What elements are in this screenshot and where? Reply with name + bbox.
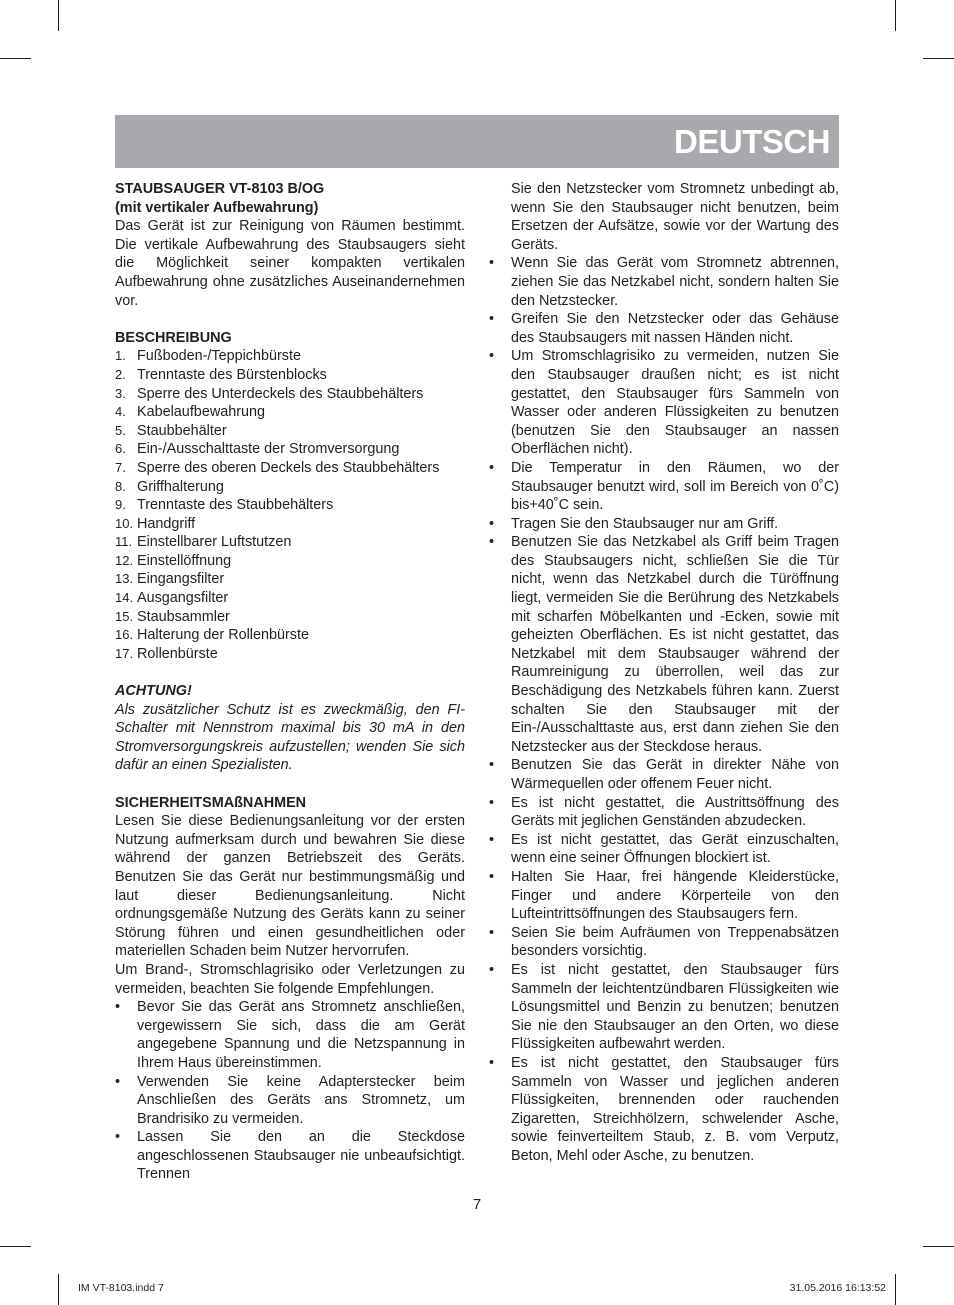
safety-item-text: Es ist nicht gestattet, die Austrittsöffnung des Geräts mit jeglichen Genständen abzudecken. (511, 794, 839, 830)
description-item (115, 478, 465, 497)
safety-paragraph-2: Um Brand-, Stromschlagrisiko oder Verletzungen zu vermeiden, beachten Sie folgende Empfehlungen. (115, 961, 465, 997)
bullet-mark: • (489, 1054, 495, 1071)
bullet-mark: • (489, 961, 495, 978)
bullet-mark: • (489, 868, 495, 885)
safety-item-text: Benutzen Sie das Gerät in direkter Nähe von Wärmequellen oder offenem Feuer nicht. (511, 757, 839, 792)
description-item-label: Ein-/Ausschalttaste der Stromversorgung (137, 441, 400, 458)
safety-item (115, 1128, 465, 1184)
description-item-number: 1. (115, 348, 126, 364)
description-item (115, 626, 465, 645)
warning-text: Als zusätzlicher Schutz ist es zweckmäßig, den FI-Schalter mit Nennstrom maximal bis 30 mA in den Stromversorgungskreis aufzustellen; wenden Sie sich dafür an einen Spezialisten. (115, 701, 465, 774)
description-item-label: Fußboden-/Teppichbürste (137, 348, 301, 365)
description-item-number: 7. (115, 459, 126, 475)
description-item-label: Trenntaste des Staubbehälters (137, 497, 334, 514)
safety-item-text: Es ist nicht gestattet, den Staubsauger fürs Sammeln von Wasser und jeglichen anderen Flüssigkeiten, brennenden oder rauchenden Zigaretten, Streichhölzern, schwelender Asche, sowie feinverteiltem Staub, z. B. vom Verputz, Beton, Mehl oder Asche, zu benutzen. (511, 1054, 839, 1164)
safety-item (115, 1073, 465, 1129)
safety-list-left (115, 998, 465, 1184)
description-item-label: Staubsammler (137, 608, 230, 625)
description-item-number: 12. (115, 552, 134, 568)
description-item (115, 515, 465, 534)
description-item-number: 5. (115, 422, 126, 438)
bullet-mark: • (489, 794, 495, 811)
page-number: 7 (472, 1196, 482, 1213)
safety-item (489, 1054, 839, 1166)
safety-item (489, 347, 839, 459)
safety-item (489, 794, 839, 831)
safety-item (115, 998, 465, 1072)
description-item (115, 533, 465, 552)
description-item-number: 11. (115, 534, 133, 550)
description-item (115, 645, 465, 664)
description-item (115, 347, 465, 366)
description-item-number: 4. (115, 404, 126, 420)
safety-item-text: Wenn Sie das Gerät vom Stromnetz abtrennen, ziehen Sie das Netzkabel nicht, sondern halten Sie den Netzstecker. (511, 255, 839, 309)
description-item (115, 589, 465, 608)
crop-mark (0, 1246, 31, 1247)
description-item-label: Einstellöffnung (137, 552, 232, 569)
description-item (115, 608, 465, 627)
description-item-label: Handgriff (137, 515, 196, 532)
safety-item-text: Die Temperatur in den Räumen, wo der Staubsauger benutzt wird, soll im Bereich von 0˚C) bis+40˚C sein. (511, 459, 839, 514)
product-title: STAUBSAUGER VT-8103 B/OG (115, 181, 325, 197)
crop-mark (895, 0, 896, 31)
bullet-mark: • (489, 515, 495, 532)
safety-list-right (489, 254, 839, 1165)
safety-item-text: Greifen Sie den Netzstecker oder das Gehäuse des Staubsaugers mit nassen Händen nicht. (511, 311, 839, 346)
description-item (115, 459, 465, 478)
description-item-number: 8. (115, 478, 126, 494)
description-item-label: Trenntaste des Bürstenblocks (137, 366, 327, 383)
safety-item-text: Es ist nicht gestattet, den Staubsauger fürs Sammeln der leichtentzündbaren Flüssigkeiten wie Lösungsmittel und Benzin zu benutzen; benutzen Sie nie den Staubsauger an den Orten, wo diese Flüssigkeiten aufbewahrt werden. (511, 961, 839, 1053)
description-item-label: Staubbehälter (137, 422, 227, 439)
safety-item-text: Um Stromschlagrisiko zu vermeiden, nutzen Sie den Staubsauger draußen nicht; es ist nicht gestattet, den Staubsauger fürs Sammeln von Wasser oder anderen Flüssigkeiten zu benutzen (benutzen Sie den Staubsauger an nassen Oberflächen nicht). (511, 348, 839, 458)
description-item-number: 10. (115, 515, 134, 531)
description-item (115, 403, 465, 422)
crop-mark (58, 1274, 59, 1305)
bullet-mark: • (489, 757, 495, 774)
description-item-label: Sperre des oberen Deckels des Staubbehälters (137, 459, 440, 476)
description-item (115, 570, 465, 589)
safety-item-text: Tragen Sie den Staubsauger nur am Griff. (511, 515, 779, 532)
safety-item (489, 515, 839, 534)
safety-continuation: Sie den Netzstecker vom Stromnetz unbedingt ab, wenn Sie den Staubsauger nicht benutzen, beim Ersetzen der Aufsätze, sowie vor der Wartung des Geräts. (511, 181, 839, 253)
description-item (115, 552, 465, 571)
bullet-mark: • (489, 311, 495, 328)
description-item-label: Rollenbürste (137, 645, 218, 662)
bullet-mark: • (115, 1129, 121, 1146)
crop-mark (0, 58, 31, 59)
safety-item (489, 533, 839, 756)
description-item-label: Halterung der Rollenbürste (137, 627, 309, 644)
bullet-mark: • (489, 924, 495, 941)
description-item-number: 15. (115, 608, 134, 624)
bullet-mark: • (489, 255, 495, 272)
description-item (115, 440, 465, 459)
footer-timestamp: 31.05.2016 16:13:52 (789, 1282, 886, 1294)
right-column (489, 180, 839, 1165)
crop-mark (58, 0, 59, 31)
bullet-mark: • (115, 999, 121, 1016)
description-item-label: Kabelaufbewahrung (137, 404, 266, 421)
safety-heading: SICHERHEITSMAßNAHMEN (115, 794, 307, 811)
bullet-mark: • (489, 459, 495, 476)
description-item-number: 2. (115, 366, 126, 382)
left-column (115, 180, 465, 1184)
safety-item-text: Benutzen Sie das Netzkabel als Griff beim Tragen des Staubsaugers nicht, schließen Sie die Tür nicht, wenn das Netzkabel durch die Türöffnung liegt, vermeiden Sie die Berührung des Netzkabels mit scharfen Möbelkanten und -Ecken, sowie mit geheizten Oberflächen. Es ist nicht gestattet, das Netzkabel mit dem Staubsauger während der Raumreinigung zu überrollen, weil das zur Beschädigung des Netzkabels führen kann. Zuerst schalten Sie den Staubsauger mit der Ein-/Ausschalttaste aus, erst dann ziehen Sie den Netzstecker aus der Steckdose heraus. (511, 534, 839, 755)
safety-item-text: Es ist nicht gestattet, das Gerät einzuschalten, wenn eine seiner Öffnungen blockiert ist. (511, 831, 839, 867)
description-item-label: Griffhalterung (137, 478, 224, 495)
description-item-number: 13. (115, 571, 134, 587)
description-item-number: 17. (115, 645, 134, 661)
description-item-number: 6. (115, 441, 126, 457)
safety-item (489, 868, 839, 924)
product-subtitle: (mit vertikaler Aufbewahrung) (115, 199, 319, 216)
description-item (115, 385, 465, 404)
description-item (115, 422, 465, 441)
bullet-mark: • (489, 348, 495, 365)
description-item-number: 14. (115, 590, 134, 606)
safety-item (489, 961, 839, 1054)
footer-file: IM VT-8103.indd 7 (78, 1282, 164, 1294)
bullet-mark: • (115, 1073, 121, 1090)
description-item-label: Einstellbarer Luftstutzen (137, 534, 292, 551)
safety-item-text: Verwenden Sie keine Adapterstecker beim Anschließen des Geräts ans Stromnetz, um Brandrisiko zu vermeiden. (137, 1073, 465, 1127)
description-list (115, 347, 465, 663)
warning-heading: ACHTUNG! (115, 683, 192, 700)
safety-item (489, 459, 839, 515)
safety-paragraph-1: Lesen Sie diese Bedienungsanleitung vor der ersten Nutzung aufmerksam durch und bewahren Sie diese während der ganzen Betriebszeit des Geräts. Benutzen Sie das Gerät nur bestimmungsmäßig und laut dieser Bedienungsanleitung. Nicht ordnungsgemäße Nutzung des Geräts kann zu seiner Störung führen und einen gesundheitlichen oder materiellen Schaden beim Nutzer hervorrufen. (115, 813, 465, 960)
intro-text: Das Gerät ist zur Reinigung von Räumen bestimmt. Die vertikale Aufbewahrung des Staubsaugers sieht die Möglichkeit seiner kompakten vertikalen Aufbewahrung ohne zusätzliches Auseinandernehmen vor. (115, 218, 465, 309)
description-item-label: Ausgangsfilter (137, 590, 229, 607)
safety-item (489, 831, 839, 868)
description-item (115, 366, 465, 385)
language-header-bar (115, 115, 839, 168)
crop-mark (923, 58, 954, 59)
bullet-mark: • (489, 831, 495, 848)
safety-item-text: Seien Sie beim Aufräumen von Treppenabsätzen besonders vorsichtig. (511, 924, 839, 960)
description-item-label: Eingangsfilter (137, 571, 225, 588)
description-item-number: 3. (115, 385, 126, 401)
safety-item-text: Lassen Sie den an die Steckdose angeschlossenen Staubsauger nie unbeaufsichtigt. Trennen (137, 1129, 465, 1183)
safety-item (489, 310, 839, 347)
safety-item-text: Halten Sie Haar, frei hängende Kleiderstücke, Finger und andere Körperteile von den Lufteintrittsöffnungen des Staubsaugers fern. (511, 868, 839, 923)
safety-item (489, 254, 839, 310)
description-item-label: Sperre des Unterdeckels des Staubbehälters (137, 385, 424, 402)
crop-mark (923, 1246, 954, 1247)
safety-item (489, 756, 839, 793)
crop-mark (895, 1274, 896, 1305)
language-title: DEUTSCH (673, 123, 830, 160)
description-item-number: 9. (115, 497, 126, 513)
safety-item (489, 924, 839, 961)
description-heading: BESCHREIBUNG (115, 329, 232, 346)
description-item-number: 16. (115, 627, 134, 643)
safety-item-text: Bevor Sie das Gerät ans Stromnetz anschließen, vergewissern Sie sich, dass die am Gerät angegebene Spannung und die Netzspannung in Ihrem Haus übereinstimmen. (137, 999, 465, 1071)
description-item (115, 496, 465, 515)
bullet-mark: • (489, 534, 495, 551)
